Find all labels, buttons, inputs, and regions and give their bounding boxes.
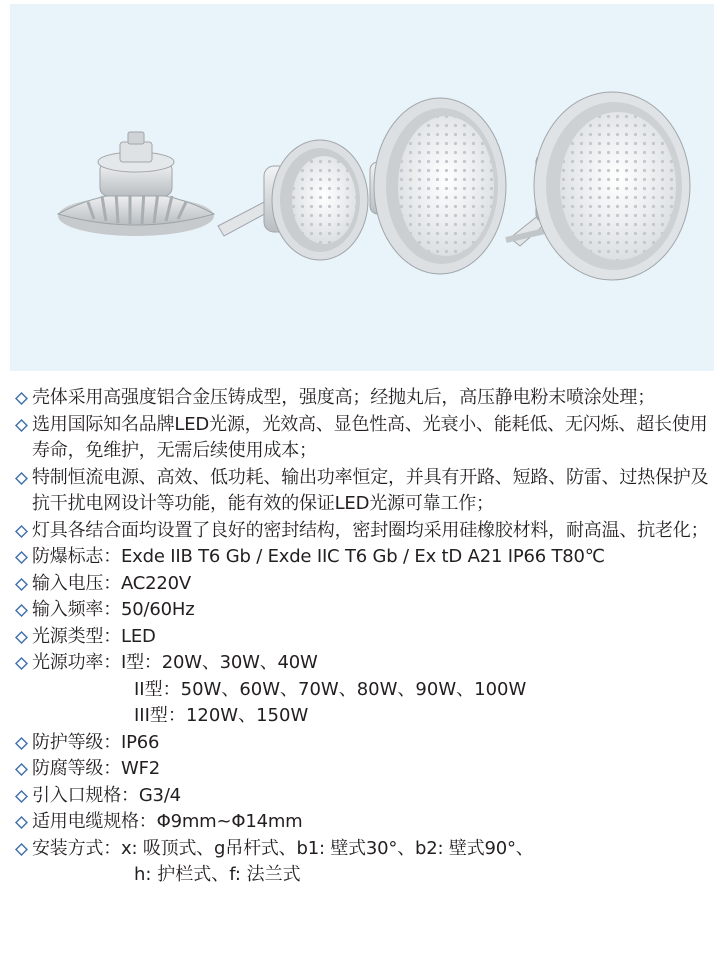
power-type-2: II型：	[134, 678, 181, 700]
spec-label: 安装方式：	[32, 837, 121, 859]
lamp-ceiling-type	[58, 132, 214, 236]
spec-value: LED	[121, 625, 156, 647]
spec-value: IP66	[121, 731, 160, 753]
spec-label: 光源类型：	[32, 625, 121, 647]
power-line-3	[10, 703, 714, 730]
lamp-wall-bracket	[218, 140, 368, 260]
lamp-pendant	[370, 98, 506, 274]
install-line-2: h: 护栏式、f: 法兰式	[134, 864, 301, 885]
spec-value: WF2	[121, 758, 161, 779]
diamond-bullet-icon	[10, 518, 32, 538]
spec-inlet	[10, 783, 714, 810]
diamond-bullet-icon	[10, 544, 32, 564]
spec-label: 光源功率：	[32, 652, 121, 673]
diamond-bullet-icon	[10, 597, 32, 617]
spec-label: 输入电压：	[32, 572, 121, 594]
spec-frequency	[10, 597, 714, 624]
spec-value: 50/60Hz	[121, 599, 195, 620]
spec-label: 引入口规格：	[32, 784, 139, 806]
diamond-bullet-icon	[10, 783, 32, 803]
spec-anticorrosion	[10, 756, 714, 783]
diamond-bullet-icon	[10, 465, 32, 485]
install-line-1: x: 吸顶式、g吊杆式、b1: 壁式30°、b2: 壁式90°、	[121, 837, 534, 859]
diamond-bullet-icon	[10, 836, 32, 856]
power-values-3: 120W、150W	[185, 705, 309, 726]
diamond-bullet-icon	[10, 809, 32, 829]
spec-label: 防腐等级：	[32, 758, 121, 779]
spec-value: Exde IIB T6 Gb / Exde IIC T6 Gb / Ex tD A21 IP66 T80℃	[121, 546, 605, 567]
feature-text: 壳体采用高强度铝合金压铸成型，强度高；经抛丸后，高压静电粉末喷涂处理；	[32, 387, 655, 408]
install-line-2-row	[10, 862, 714, 889]
spec-light-type	[10, 624, 714, 651]
diamond-bullet-icon	[10, 756, 32, 776]
spec-protection	[10, 730, 714, 757]
power-values-1: 20W、30W、40W	[161, 652, 318, 673]
spec-voltage	[10, 571, 714, 598]
power-type-1: I型：	[121, 652, 162, 673]
diamond-bullet-icon	[10, 730, 32, 750]
spec-label: 输入频率：	[32, 599, 121, 620]
feature-item	[10, 518, 714, 545]
spec-ex-mark	[10, 544, 714, 571]
spec-label: 防爆标志：	[32, 546, 121, 567]
spec-label: 适用电缆规格：	[32, 811, 157, 832]
lamp-high-bay	[506, 92, 690, 280]
feature-item	[10, 465, 714, 518]
product-photo	[10, 4, 714, 371]
power-type-3: III型：	[134, 705, 186, 726]
feature-item	[10, 412, 714, 465]
diamond-bullet-icon	[10, 650, 32, 670]
spec-label: 防护等级：	[32, 731, 121, 753]
power-line-2	[10, 677, 714, 704]
spec-cable	[10, 809, 714, 836]
diamond-bullet-icon	[10, 571, 32, 591]
explosion-proof-led-lights-photo	[10, 4, 714, 371]
spec-power	[10, 650, 714, 677]
spec-install	[10, 836, 714, 863]
diamond-bullet-icon	[10, 412, 32, 432]
feature-text: 选用国际知名品牌LED光源，光效高、显色性高、光衰小、能耗低、无闪烁、超长使用寿命，免维护，无需后续使用成本；	[32, 413, 708, 461]
feature-text: 特制恒流电源、高效、低功耗、输出功率恒定，并具有开路、短路、防雷、过热保护及抗干扰电网设计等功能，能有效的保证LED光源可靠工作；	[32, 466, 709, 514]
feature-text: 灯具各结合面均设置了良好的密封结构，密封圈均采用硅橡胶材料，耐高温、抗老化；	[32, 519, 709, 541]
spec-value: G3/4	[138, 784, 181, 806]
diamond-bullet-icon	[10, 624, 32, 644]
diamond-bullet-icon	[10, 385, 32, 405]
feature-item	[10, 385, 714, 412]
spec-list	[10, 385, 714, 889]
power-values-2: 50W、60W、70W、80W、90W、100W	[180, 678, 527, 700]
spec-value: AC220V	[121, 572, 192, 594]
spec-value: Φ9mm~Φ14mm	[156, 811, 303, 832]
